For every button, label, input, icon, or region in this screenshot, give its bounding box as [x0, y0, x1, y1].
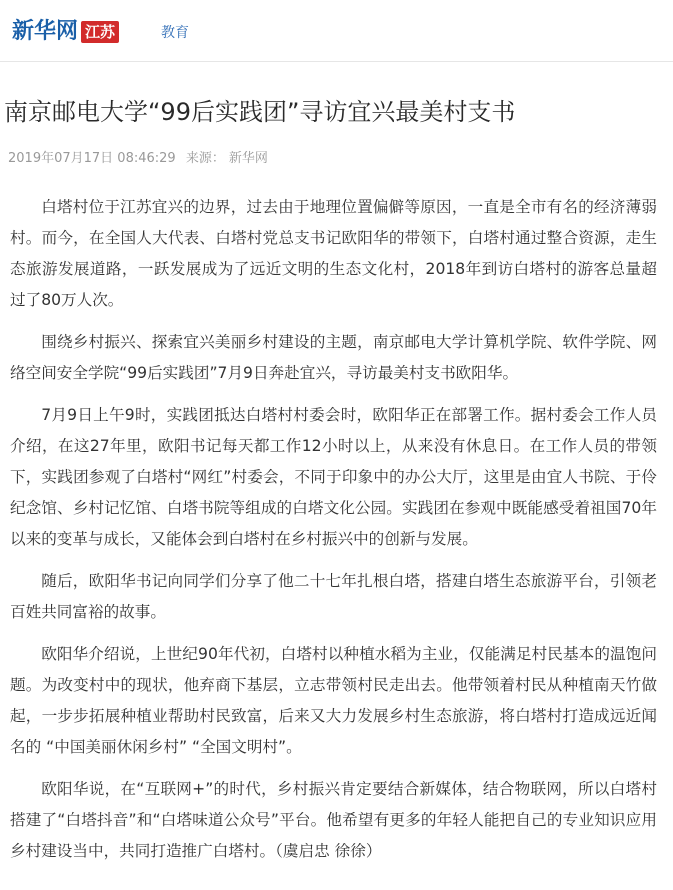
- article-paragraph: 白塔村位于江苏宜兴的边界，过去由于地理位置偏僻等原因，一直是全市有名的经济薄弱村。而今，在全国人大代表、白塔村党总支书记欧阳华的带领下，白塔村通过整合资源，走生态旅游发展道路，一跃发展成为了远近文明的生态文化村，2018年到访白塔村的游客总量超过了80万人次。: [10, 198, 657, 309]
- article-body: [10, 192, 657, 878]
- article-paragraph: 欧阳华说，在“互联网+”的时代，乡村振兴肯定要结合新媒体，结合物联网，所以白塔村搭建了“白塔抖音”和“白塔味道公众号”平台。他希望有更多的年轻人能把自己的专业知识应用乡村建设当中，共同打造推广白塔村。（虞启忠 徐徐）: [10, 780, 657, 860]
- source-name: 新华网: [228, 151, 268, 166]
- logo-region-badge: 江苏: [81, 21, 119, 43]
- source-label: 来源：: [185, 151, 225, 166]
- article-paragraph: 围绕乡村振兴、探索宜兴美丽乡村建设的主题，南京邮电大学计算机学院、软件学院、网络空间安全学院“99后实践团”7月9日奔赴宜兴，寻访最美村支书欧阳华。: [10, 333, 657, 382]
- publish-datetime: 2019年07月17日 08:46:29: [8, 151, 176, 166]
- article-paragraph: 欧阳华介绍说，上世纪90年代初，白塔村以种植水稻为主业，仅能满足村民基本的温饱问题。为改变村中的现状，他弃商下基层，立志带领村民走出去。他带领着村民从种植南天竹做起，一步步拓展种植业帮助村民致富，后来又大力发展乡村生态旅游，将白塔村打造成远近闻名的 “中国美丽休闲乡村” “全国文明村”。: [10, 645, 657, 756]
- article-title: 南京邮电大学“99后实践团”寻访宜兴最美村支书: [4, 98, 516, 126]
- article-meta: [8, 150, 274, 168]
- logo-text: 新华网: [12, 19, 79, 44]
- site-header: [0, 0, 673, 62]
- article-paragraph: 7月9日上午9时，实践团抵达白塔村村委会时，欧阳华正在部署工作。据村委会工作人员介绍，在这27年里，欧阳书记每天都工作12小时以上，从来没有休息日。在工作人员的带领下，实践团参观了白塔村“网红”村委会，不同于印象中的办公大厅，这里是由宜人书院、于伶纪念馆、乡村记忆馆、白塔书院等组成的白塔文化公园。实践团在参观中既能感受着祖国70年以来的变革与成长，又能体会到白塔村在乡村振兴中的创新与发展。: [10, 406, 657, 548]
- site-logo[interactable]: [12, 18, 119, 46]
- article-paragraph: 随后，欧阳华书记向同学们分享了他二十七年扎根白塔，搭建白塔生态旅游平台，引领老百姓共同富裕的故事。: [10, 572, 657, 621]
- channel-link-education[interactable]: 教育: [161, 25, 189, 41]
